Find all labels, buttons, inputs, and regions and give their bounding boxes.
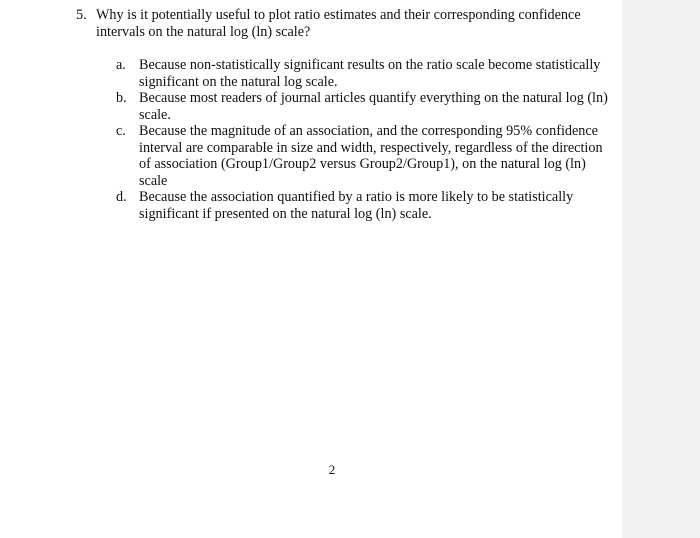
option-text: Because most readers of journal articles quantify everything on the natural log (ln) scale. <box>139 90 608 123</box>
question-number: 5. <box>76 7 87 23</box>
option-letter: d. <box>116 189 127 205</box>
answer-options <box>116 57 616 222</box>
option-c <box>116 123 616 189</box>
question-5 <box>76 7 616 40</box>
option-b <box>116 90 616 123</box>
option-a <box>116 57 616 90</box>
side-panel <box>622 0 700 538</box>
option-d <box>116 189 616 222</box>
option-text: Because the association quantified by a ratio is more likely to be statistically significant if presented on the natural log (ln) scale. <box>139 189 574 222</box>
option-text: Because non-statistically significant results on the ratio scale become statistically significant on the natural log scale. <box>139 57 601 90</box>
question-text: Why is it potentially useful to plot ratio estimates and their corresponding confidence intervals on the natural log (ln) scale? <box>96 7 581 40</box>
option-text: Because the magnitude of an association, and the corresponding 95% confidence interval are comparable in size and width, respectively, regardless of the direction of association (Group1/Group2 versus Group2/Group1), on the natural log (ln) scale <box>139 123 603 189</box>
page-number: 2 <box>328 462 336 477</box>
option-letter: a. <box>116 57 126 73</box>
option-letter: c. <box>116 123 126 139</box>
option-letter: b. <box>116 90 127 106</box>
